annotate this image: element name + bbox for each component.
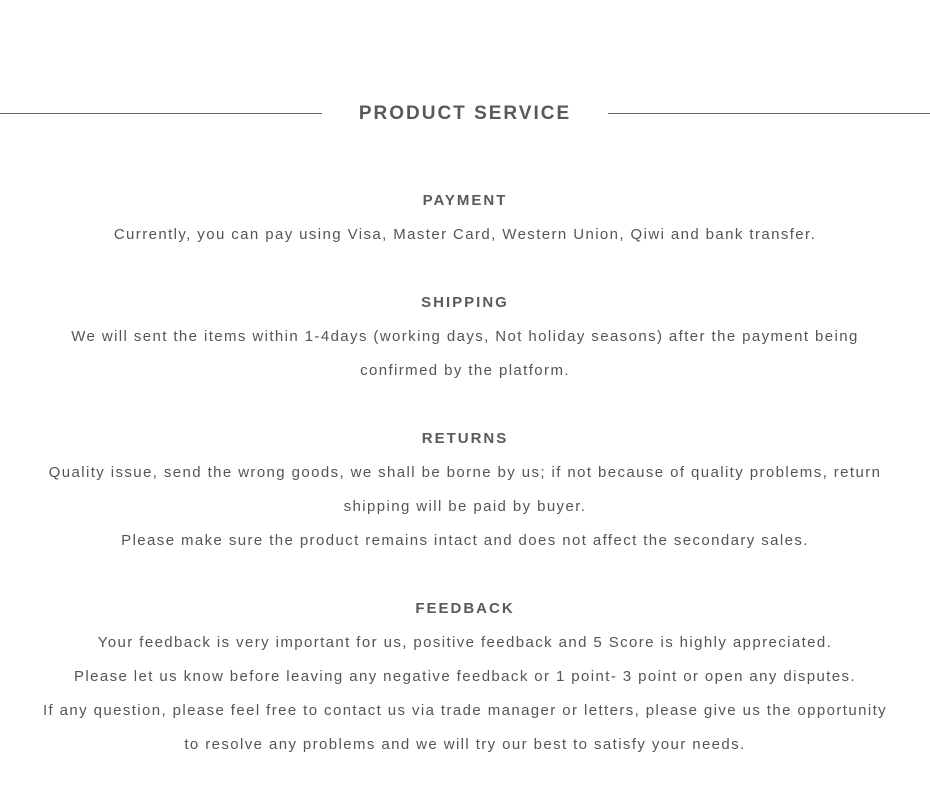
shipping-section [40, 286, 890, 388]
payment-heading: PAYMENT [422, 192, 508, 209]
page-title: PRODUCT SERVICE [358, 103, 572, 124]
feedback-text-3: If any question, please feel free to contact us via trade manager or letters, please give us the opportunity to resolve any problems and we will try our best to satisfy your needs. [42, 702, 888, 753]
divider-right [608, 113, 930, 114]
shipping-text: We will sent the items within 1-4days (working days, Not holiday seasons) after the payment being confirmed by the platform. [71, 328, 859, 379]
payment-section [40, 184, 890, 252]
feedback-section [40, 592, 890, 762]
service-content [40, 184, 890, 796]
returns-section [40, 422, 890, 558]
returns-text-1: Quality issue, send the wrong goods, we shall be borne by us; if not because of quality problems, return shipping will be paid by buyer. [48, 464, 882, 515]
payment-text: Currently, you can pay using Visa, Master Card, Western Union, Qiwi and bank transfer. [113, 226, 817, 243]
feedback-heading: FEEDBACK [415, 600, 515, 617]
feedback-text-1: Your feedback is very important for us, positive feedback and 5 Score is highly appreciated. [97, 634, 833, 651]
shipping-heading: SHIPPING [421, 294, 509, 311]
returns-text-2: Please make sure the product remains intact and does not affect the secondary sales. [121, 532, 809, 549]
feedback-text-2: Please let us know before leaving any negative feedback or 1 point- 3 point or open any disputes. [73, 668, 857, 685]
returns-heading: RETURNS [421, 430, 509, 447]
divider-left [0, 113, 322, 114]
section-header [0, 96, 930, 132]
